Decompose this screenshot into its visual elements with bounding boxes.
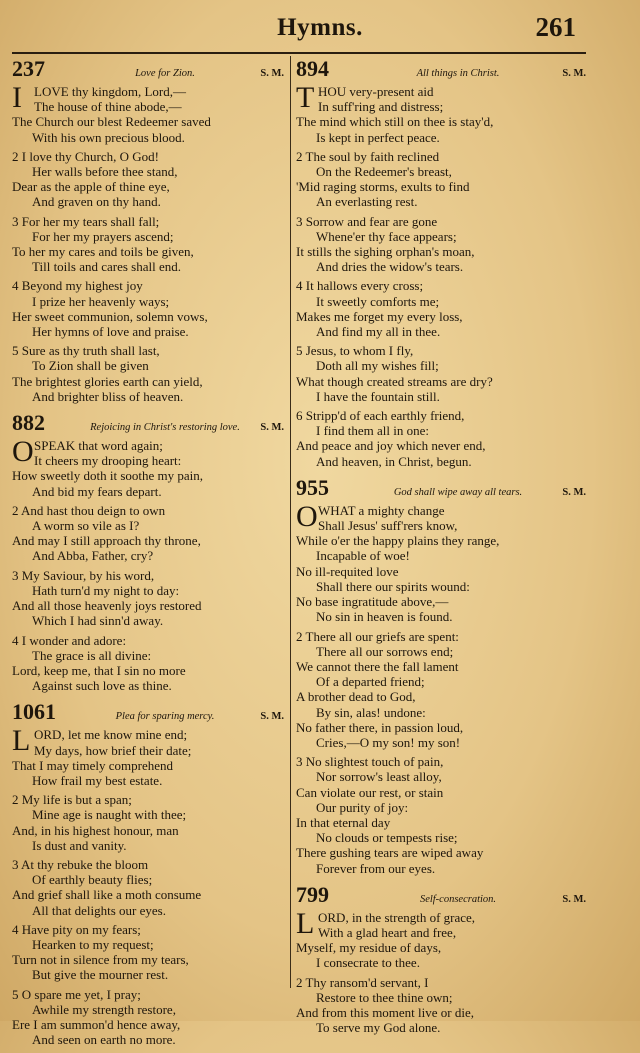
verse-line: Which I had sinn'd away. — [32, 613, 164, 629]
verse-line: And peace and joy which never end, — [296, 438, 486, 454]
verse-line: To her my cares and toils be given, — [12, 244, 194, 260]
verse-line: Her walls before thee stand, — [32, 164, 178, 180]
verse-line: 4 I wonder and adore: — [12, 632, 127, 648]
verse-line: Shall there our spirits wound: — [316, 578, 470, 594]
verse-text: WHAT a mighty change — [318, 502, 445, 518]
verse-line: 4 Beyond my highest joy — [12, 278, 143, 294]
stanza — [12, 278, 284, 339]
verse-line: Nor sorrow's least alloy, — [316, 769, 442, 785]
stanza — [296, 499, 586, 625]
drop-cap: T — [296, 81, 315, 114]
verse-line: Hearken to my request; — [32, 936, 154, 952]
stanza — [296, 81, 586, 145]
verse-line: Her hymns of love and praise. — [32, 324, 189, 340]
verse-line: 5 Jesus, to whom I fly, — [296, 343, 414, 359]
verse-line: With a glad heart and free, — [318, 924, 457, 940]
verse-line: And, in his highest honour, man — [12, 822, 179, 838]
verse-line: I prize her heavenly ways; — [32, 293, 170, 309]
verse-line: Against such love as thine. — [32, 678, 172, 694]
verse-line: I have the fountain still. — [316, 388, 440, 404]
verse-line: We cannot there the fall lament — [296, 658, 459, 674]
verse-line: The brightest glories earth can yield, — [12, 373, 203, 389]
stanza — [296, 906, 586, 971]
verse-line: 3 My Saviour, by his word, — [12, 567, 155, 583]
verse-line: On the Redeemer's breast, — [316, 164, 452, 180]
drop-cap: O — [12, 435, 34, 469]
stanza — [296, 149, 586, 210]
stanza — [296, 278, 586, 339]
verse-text: HOU very-present aid — [318, 84, 434, 99]
verse-line: 5 Sure as thy truth shall last, — [12, 343, 160, 359]
verse-text: LOVE thy kingdom, Lord,— — [34, 84, 187, 99]
verse-line: There all our sorrows end; — [316, 643, 454, 659]
verse-line: That I may timely comprehend — [12, 757, 174, 773]
verse-line: But give the mourner rest. — [32, 967, 169, 983]
verse-line: Awhile my strength restore, — [32, 1001, 176, 1017]
stanza — [12, 792, 284, 853]
stanza — [12, 724, 284, 788]
verse-line: A worm so vile as I? — [32, 518, 140, 534]
verse-line: No base ingratitude above,— — [296, 594, 449, 610]
verse-line: The mind which still on thee is stay'd, — [296, 114, 494, 130]
verse-line: 4 It hallows every cross; — [296, 278, 424, 294]
verse-line: No father there, in passion loud, — [296, 719, 464, 735]
verse-line: 2 The soul by faith reclined — [296, 148, 440, 164]
hymn-title: Love for Zion. — [135, 68, 195, 79]
hymn-meter: S. M. — [562, 893, 586, 905]
verse-line: An everlasting rest. — [316, 194, 418, 210]
stanza — [12, 214, 284, 275]
verse-line: Incapable of woe! — [316, 548, 410, 564]
stanza — [296, 754, 586, 876]
verse-line: I find them all in one: — [316, 423, 430, 439]
verse-line: To Zion shall be given — [32, 358, 149, 374]
hymn-number: 955 — [296, 474, 329, 500]
stanza — [12, 568, 284, 629]
stanza — [12, 922, 284, 983]
verse-line: How sweetly doth it soothe my pain, — [12, 468, 204, 484]
stanza — [296, 408, 586, 469]
stanza — [12, 435, 284, 499]
verse-line: Her sweet communion, solemn vows, — [12, 308, 208, 324]
header-rule — [12, 52, 586, 54]
hymn-number: 894 — [296, 56, 329, 81]
verse-line: By sin, alas! undone: — [316, 704, 426, 720]
stanza — [12, 81, 284, 145]
verse-text: ORD, in the strength of grace, — [318, 909, 476, 925]
verse-line: My days, how brief their date; — [34, 742, 192, 758]
verse-line: 6 Stripp'd of each earthly friend, — [296, 408, 465, 424]
verse-line: I consecrate to thee. — [316, 955, 420, 971]
verse-line: It sweetly comforts me; — [316, 293, 440, 309]
verse-line: Doth all my wishes fill; — [316, 358, 439, 374]
verse-line: A brother dead to God, — [296, 689, 416, 705]
verse-line: And graven on thy hand. — [32, 194, 161, 210]
verse-line: There gushing tears are wiped away — [296, 845, 484, 861]
verse-line: 2 Thy ransom'd servant, I — [296, 974, 429, 990]
verse-line: And all those heavenly joys restored — [12, 598, 202, 614]
verse-line: Lord, keep me, that I sin no more — [12, 662, 186, 678]
verse-line: 2 And hast thou deign to own — [12, 502, 166, 518]
hymn-number: 882 — [12, 410, 45, 436]
verse-line: Cries,—O my son! my son! — [316, 734, 461, 750]
verse-line: And find my all in thee. — [316, 324, 441, 340]
verse-line: And seen on earth no more. — [32, 1032, 176, 1048]
verse-line: With his own precious blood. — [32, 129, 185, 145]
verse-line: And grief shall like a moth consume — [12, 887, 202, 903]
verse-line: No sin in heaven is found. — [316, 609, 453, 625]
hymn-894 — [296, 56, 586, 469]
verse-line: Till toils and cares shall end. — [32, 259, 182, 275]
column-divider — [290, 56, 291, 988]
verse-line: Mine age is naught with thee; — [32, 807, 187, 823]
verse-line: 5 O spare me yet, I pray; — [12, 986, 141, 1002]
verse-line: And from this moment live or die, — [296, 1004, 475, 1020]
verse-line: 2 I love thy Church, O God! — [12, 148, 159, 164]
verse-line: 3 Sorrow and fear are gone — [296, 213, 438, 229]
hymn-meter: S. M. — [260, 68, 284, 79]
hymn-title: Self-consecration. — [419, 893, 497, 905]
verse-line: Dear as the apple of thine eye, — [12, 179, 170, 195]
verse-text: SPEAK that word again; — [34, 438, 163, 454]
drop-cap: L — [12, 724, 31, 758]
verse-line: Shall Jesus' suff'rers know, — [318, 518, 458, 534]
verse-line: 3 At thy rebuke the bloom — [12, 856, 149, 872]
verse-line: And Abba, Father, cry? — [32, 548, 154, 564]
verse-line: It cheers my drooping heart: — [34, 453, 182, 469]
verse-line: And heaven, in Christ, begun. — [316, 453, 472, 469]
hymn-meter: S. M. — [562, 68, 586, 79]
drop-cap: I — [12, 81, 22, 114]
right-column — [296, 56, 586, 1041]
hymn-heading — [12, 699, 284, 727]
stanza — [296, 343, 586, 404]
stanza — [12, 857, 284, 918]
hymn-title: Plea for sparing mercy. — [115, 711, 215, 723]
hymn-237 — [12, 56, 284, 404]
hymn-meter: S. M. — [260, 422, 284, 434]
stanza — [12, 987, 284, 1048]
verse-line: While o'er the happy plains they range, — [296, 533, 500, 549]
stanza — [12, 149, 284, 210]
stanza — [296, 975, 586, 1036]
hymn-882 — [12, 410, 284, 693]
hymn-number: 237 — [12, 56, 45, 81]
hymn-heading — [12, 56, 284, 84]
verse-line: Of a departed friend; — [316, 674, 425, 690]
verse-line: 'Mid raging storms, exults to find — [296, 179, 470, 195]
hymn-1061 — [12, 699, 284, 1047]
verse-line: Myself, my residue of days, — [296, 940, 442, 956]
verse-line: No ill-requited love — [296, 563, 399, 579]
page-number: 261 — [535, 12, 576, 42]
verse-line: Is dust and vanity. — [32, 837, 127, 853]
verse-line: Ere I am summon'd hence away, — [12, 1016, 181, 1032]
verse-line: For her my prayers ascend; — [32, 228, 174, 244]
hymn-heading — [296, 882, 586, 910]
hymn-heading — [296, 56, 586, 84]
verse-line: And brighter bliss of heaven. — [32, 388, 184, 404]
hymn-meter: S. M. — [562, 486, 586, 498]
verse-line: Makes me forget my every loss, — [296, 308, 463, 324]
verse-line: No clouds or tempests rise; — [316, 830, 458, 846]
left-column — [12, 56, 284, 1053]
hymn-799 — [296, 882, 586, 1036]
verse-line: 2 There all our griefs are spent: — [296, 628, 459, 644]
stanza — [12, 503, 284, 564]
verse-line: What though created streams are dry? — [296, 373, 493, 389]
verse-line: Forever from our eyes. — [316, 860, 436, 876]
verse-line: And bid my fears depart. — [32, 483, 162, 499]
drop-cap: O — [296, 499, 318, 533]
verse-line: 2 My life is but a span; — [12, 792, 132, 808]
hymn-title: God shall wipe away all tears. — [393, 486, 523, 498]
verse-line: In suff'ring and distress; — [318, 99, 444, 115]
verse-line: The grace is all divine: — [32, 647, 152, 663]
page-title: Hymns. — [277, 14, 363, 41]
verse-line: How frail my best estate. — [32, 772, 163, 788]
verse-line: Restore to thee thine own; — [316, 989, 453, 1005]
verse-line: And may I still approach thy throne, — [12, 533, 201, 549]
stanza — [12, 633, 284, 694]
verse-line: Can violate our rest, or stain — [296, 784, 444, 800]
stanza — [296, 629, 586, 751]
hymn-number: 1061 — [12, 699, 56, 725]
stanza — [296, 214, 586, 275]
verse-line: 4 Have pity on my fears; — [12, 921, 141, 937]
verse-line: 3 For her my tears shall fall; — [12, 213, 160, 229]
hymn-title: Rejoicing in Christ's restoring love. — [90, 422, 240, 434]
verse-line: The Church our blest Redeemer saved — [12, 114, 211, 130]
stanza — [12, 343, 284, 404]
hymn-title: All things in Christ. — [416, 68, 500, 79]
verse-line: Our purity of joy: — [316, 799, 409, 815]
drop-cap: L — [296, 906, 315, 940]
hymn-meter: S. M. — [260, 711, 284, 723]
verse-line: In that eternal day — [296, 814, 391, 830]
verse-line: And dries the widow's tears. — [316, 259, 464, 275]
verse-line: The house of thine abode,— — [34, 99, 182, 115]
verse-line: Hath turn'd my night to day: — [32, 582, 180, 598]
verse-line: Turn not in silence from my tears, — [12, 952, 189, 968]
verse-line: Whene'er thy face appears; — [316, 228, 457, 244]
hymn-955 — [296, 475, 586, 876]
verse-line: Is kept in perfect peace. — [316, 129, 440, 145]
verse-line: To serve my God alone. — [316, 1020, 441, 1036]
hymn-heading — [296, 475, 586, 503]
verse-line: Of earthly beauty flies; — [32, 872, 153, 888]
hymn-heading — [12, 410, 284, 438]
verse-line: 3 No slightest touch of pain, — [296, 754, 444, 770]
verse-line: All that delights our eyes. — [32, 902, 166, 918]
hymn-number: 799 — [296, 881, 329, 907]
verse-text: ORD, let me know mine end; — [34, 727, 188, 743]
verse-line: It stills the sighing orphan's moan, — [296, 244, 475, 260]
